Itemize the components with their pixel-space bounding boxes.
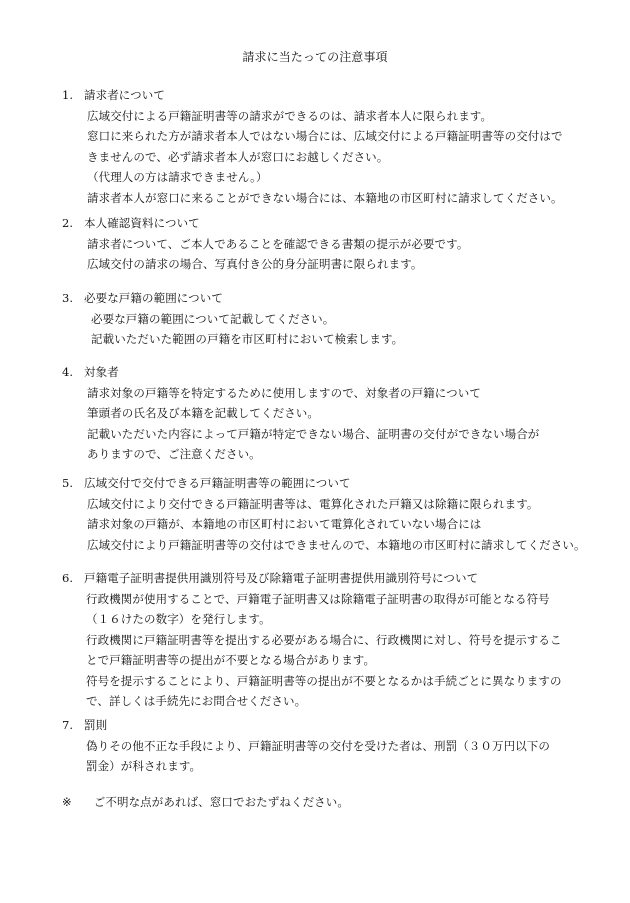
section-number: 4. bbox=[62, 365, 74, 379]
section-title: 戸籍電子証明書提供用識別符号及び除籍電子証明書提供用識別符号について bbox=[84, 571, 479, 585]
section-heading bbox=[62, 214, 582, 232]
section-line: 広域交付により交付できる戸籍証明書等は、電算化された戸籍又は除籍に限られます。 bbox=[87, 496, 539, 511]
section-heading bbox=[62, 86, 582, 104]
section-issuable-range bbox=[62, 474, 586, 554]
section-line: 記載いただいた内容によって戸籍が特定できない場合、証明書の交付ができない場合が bbox=[87, 426, 540, 441]
section-line: とで戸籍証明書等の提出が不要となる場合があります。 bbox=[86, 653, 376, 667]
section-requester bbox=[62, 86, 582, 207]
section-heading bbox=[62, 363, 582, 381]
section-penalty bbox=[62, 716, 582, 775]
section-heading bbox=[62, 569, 582, 587]
section-identification-code bbox=[62, 569, 582, 710]
section-title: 必要な戸籍の範囲について bbox=[84, 291, 223, 305]
section-line: 行政機関に戸籍証明書等を提出する必要がある場合に、行政機関に対し、符号を提示するこ bbox=[86, 632, 562, 647]
note-text: ご不明な点があれば、窓口でおたずねください。 bbox=[93, 795, 349, 809]
section-line: 広域交付の請求の場合、写真付き公的身分証明書に限られます。 bbox=[87, 257, 423, 271]
section-heading bbox=[62, 716, 582, 734]
section-line: 請求者本人が窓口に来ることができない場合には、本籍地の市区町村に請求してください。 bbox=[87, 190, 563, 205]
section-line: 広域交付により戸籍証明書等の交付はできませんので、本籍地の市区町村に請求してください。 bbox=[87, 537, 586, 552]
section-number: 5. bbox=[62, 476, 74, 490]
section-title: 罰則 bbox=[84, 718, 108, 732]
section-line: 窓口に来られた方が請求者本人ではない場合には、広域交付による戸籍証明書等の交付はで bbox=[87, 129, 563, 143]
section-line: ありますので、ご注意ください。 bbox=[87, 447, 261, 461]
section-line: （代理人の方は請求できません。） bbox=[87, 170, 268, 184]
section-line: で、詳しくは手続先にお問合せください。 bbox=[86, 694, 307, 708]
section-line: 偽りその他不正な手段により、戸籍証明書等の交付を受けた者は、刑罰（３０万円以下の bbox=[86, 738, 550, 753]
document-title: 請求に当たっての注意事項 bbox=[242, 50, 388, 64]
section-target-person bbox=[62, 363, 582, 463]
section-title: 広域交付で交付できる戸籍証明書等の範囲について bbox=[84, 476, 351, 490]
section-line: 広域交付による戸籍証明書等の請求ができるのは、請求者本人に限られます。 bbox=[87, 108, 493, 123]
section-line: 行政機関が使用することで、戸籍電子証明書又は除籍電子証明書の取得が可能となる符号 bbox=[86, 591, 550, 606]
note-mark: ※ bbox=[62, 795, 72, 809]
section-identity-docs bbox=[62, 214, 582, 273]
section-line: 罰金）が科されます。 bbox=[86, 759, 202, 773]
section-line: 請求対象の戸籍等を特定するために使用しますので、対象者の戸籍について bbox=[87, 385, 481, 400]
section-number: 7. bbox=[62, 718, 74, 732]
section-line: 必要な戸籍の範囲について記載してください。 bbox=[91, 311, 335, 326]
section-heading bbox=[62, 474, 582, 492]
section-number: 3. bbox=[62, 291, 74, 305]
section-line: 請求対象の戸籍が、本籍地の市区町村において電算化されていない場合には bbox=[87, 517, 482, 531]
section-title: 請求者について bbox=[84, 88, 165, 102]
section-line: きませんので、必ず請求者本人が窓口にお越しください。 bbox=[87, 149, 389, 164]
section-title: 本人確認資料について bbox=[84, 216, 200, 230]
section-line: 筆頭者の氏名及び本籍を記載してください。 bbox=[87, 406, 319, 420]
section-line: 符号を提示することにより、戸籍証明書等の提出が不要となるかは手続ごとに異なりますの bbox=[86, 673, 562, 688]
section-line: （１６けたの数字）を発行します。 bbox=[86, 612, 271, 626]
footer-note bbox=[62, 793, 349, 811]
section-heading bbox=[62, 289, 582, 307]
section-number: 6. bbox=[62, 571, 74, 585]
section-line: 請求者について、ご本人であることを確認できる書類の提示が必要です。 bbox=[87, 236, 469, 251]
section-register-range bbox=[62, 289, 582, 348]
section-line: 記載いただいた範囲の戸籍を市区町村において検索します。 bbox=[91, 332, 404, 346]
section-number: 2. bbox=[62, 216, 74, 230]
section-title: 対象者 bbox=[84, 365, 119, 379]
section-number: 1. bbox=[62, 88, 74, 102]
